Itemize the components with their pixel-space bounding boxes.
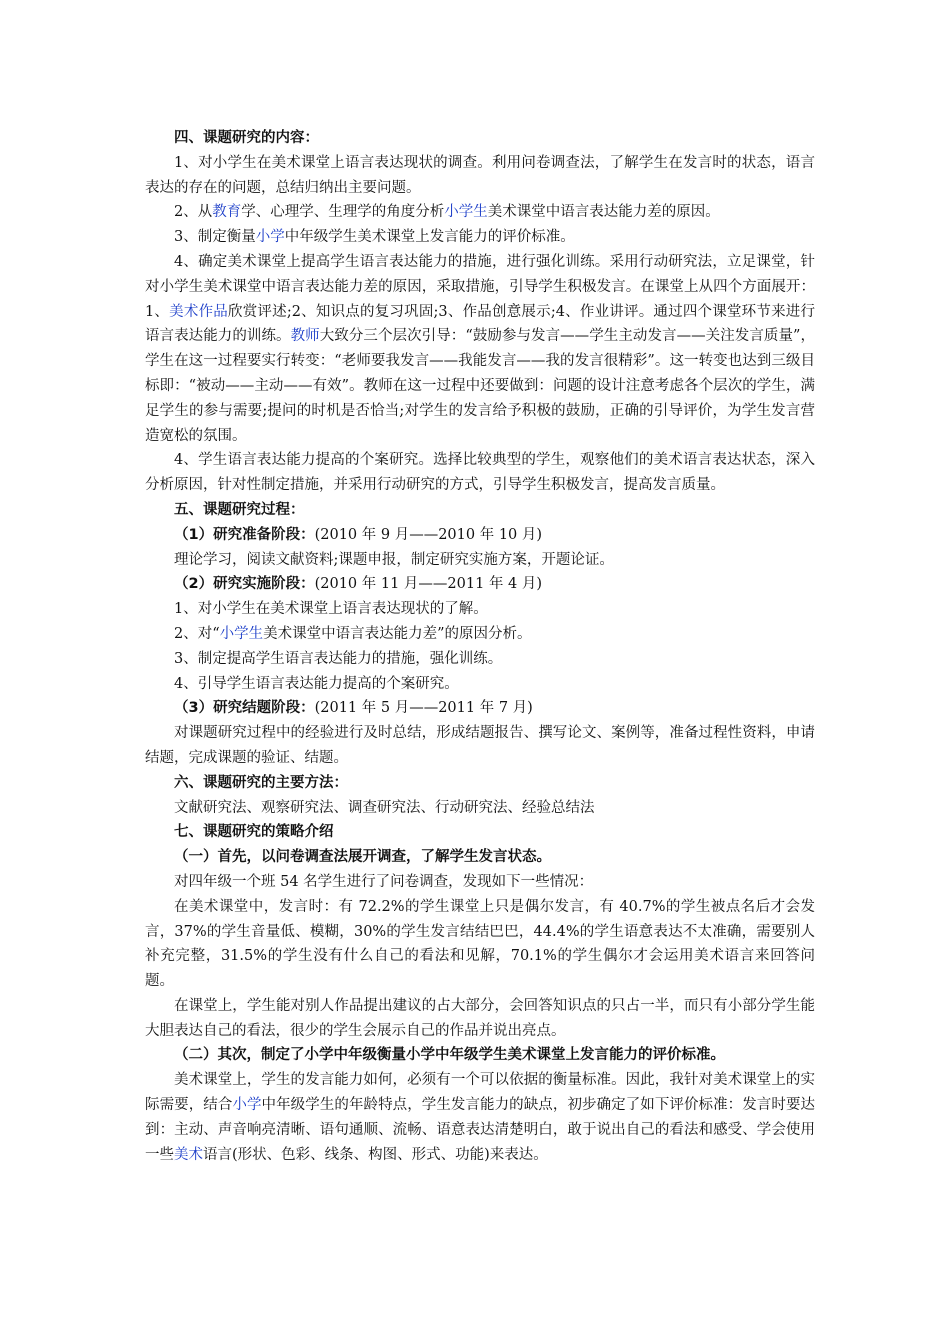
text-run: 欣赏评述;2、知识点的复习巩固;3、作品创意展示;4、作业讲评。通过四个课堂环节来进行语言表达能力的训练。 <box>145 303 815 345</box>
link-primary-school[interactable]: 小学 <box>255 229 285 246</box>
stage-3-heading <box>145 696 815 721</box>
section-5-heading: 五、课题研究过程： <box>174 501 305 518</box>
stage-2-item-1: 1、对小学生在美术课堂上语言表达现状的了解。 <box>174 601 488 618</box>
stage-3-label: （3）研究结题阶段： <box>174 700 315 717</box>
text-run: 美术课堂中语言表达能力差”的原因分析。 <box>263 625 532 642</box>
text-run: 4、确定美术课堂上提高学生语言表达能力的措施，进行强化训练。采用行动研究法，立足课堂，针对小学生美术课堂中语言表达能力差的原因，采取措施，引导学生积极发言。在课堂上从四个方面展开：1、 <box>145 253 815 320</box>
text-run: 中年级学生的年龄特点，学生发言能力的缺点，初步确定了如下评价标准：发言时要达到：主动、声音响亮清晰、语句通顺、流畅、语意表达清楚明白，敢于说出自己的看法和感受、学会使用一些 <box>145 1097 816 1163</box>
text-run: 美术课堂上，学生的发言能力如何，必须有一个可以依据的衡量标准。因此，我针对美术课堂上的实际需要，结合 <box>145 1072 815 1114</box>
stage-1-text: 理论学习，阅读文献资料;课题申报，制定研究实施方案，开题论证。 <box>174 551 614 568</box>
link-education[interactable]: 教育 <box>212 204 242 221</box>
section-7-para-2: 在美术课堂中，发言时：有 72.2%的学生课堂上只是偶尔发言，有 40.7%的学生被点名后才会发言，37%的学生音量低、模糊，30%的学生发言结结巴巴，44.4%的学生语意表达不太准确，需要别人补充完整，31.5%的学生没有什么自己的看法和见解，70.1%的学生偶尔才会运用美术语言来回答问题。 <box>145 898 815 990</box>
text-run: 中年级学生美术课堂上发言能力的评价标准。 <box>284 229 575 246</box>
stage-2-item-4: 4、引导学生语言表达能力提高的个案研究。 <box>174 675 459 692</box>
section-6-text: 文献研究法、观察研究法、调查研究法、行动研究法、经验总结法 <box>174 799 595 816</box>
link-pupil-2[interactable]: 小学生 <box>219 625 264 642</box>
stage-2-heading <box>145 572 815 597</box>
section-4-item-4 <box>145 250 815 448</box>
stage-3-text: 对课题研究过程中的经验进行及时总结，形成结题报告、撰写论文、案例等，准备过程性资料，申请结题，完成课题的验证、结题。 <box>145 725 815 766</box>
section-7-para-4 <box>145 1068 815 1167</box>
text-run: 美术课堂中语言表达能力差的原因。 <box>487 204 720 221</box>
document-page <box>145 126 815 1167</box>
section-7-para-1: 对四年级一个班 54 名学生进行了问卷调查，发现如下一些情况： <box>174 873 594 890</box>
stage-2-date: (2010 年 11 月——2011 年 4 月) <box>314 576 543 593</box>
stage-1-date: (2010 年 9 月——2010 年 10 月) <box>314 526 543 543</box>
section-6-heading: 六、课题研究的主要方法： <box>174 774 348 791</box>
stage-2-label: （2）研究实施阶段： <box>174 576 315 593</box>
section-4-item-5: 4、学生语言表达能力提高的个案研究。选择比较典型的学生，观察他们的美术语言表达状态，深入分析原因，针对性制定措施，并采用行动研究的方式，引导学生积极发言，提高发言质量。 <box>145 452 815 494</box>
section-7-sub-2: （二）其次，制定了小学中年级衡量小学中年级学生美术课堂上发言能力的评价标准。 <box>174 1047 725 1064</box>
stage-3-date: (2011 年 5 月——2011 年 7 月) <box>314 700 533 717</box>
link-pupil[interactable]: 小学生 <box>444 204 488 221</box>
section-4-item-2 <box>145 200 815 225</box>
link-artwork[interactable]: 美术作品 <box>169 303 228 320</box>
link-art[interactable]: 美术 <box>174 1146 203 1163</box>
section-4-item-3 <box>145 225 815 250</box>
stage-2-item-3: 3、制定提高学生语言表达能力的措施，强化训练。 <box>174 650 503 667</box>
text-run: 2、对“ <box>174 625 220 642</box>
link-teacher[interactable]: 教师 <box>290 328 320 345</box>
text-run: 3、制定衡量 <box>174 229 256 246</box>
text-run: 学、心理学、生理学的角度分析 <box>241 204 445 221</box>
text-run: 大致分三个层次引导：“鼓励参与发言——学生主动发言——关注发言质量”，学生在这一过程要实行转变：“老师要我发言——我能发言——我的发言很精彩”。这一转变也达到三级目标即：“被动——主动——有效”。教师在这一过程中还要做到：问题的设计注意考虑各个层次的学生，满足学生的参与需要;提问的时机是否恰当;对学生的发言给予积极的鼓励，正确的引导评价，为学生发言营造宽松的氛围。 <box>145 328 816 444</box>
text-run: 语言(形状、色彩、线条、构图、形式、功能)来表达。 <box>203 1146 548 1163</box>
text-run: 2、从 <box>174 204 213 221</box>
section-7-sub-1: （一）首先，以问卷调查法展开调查，了解学生发言状态。 <box>174 849 551 866</box>
section-7-para-3: 在课堂上，学生能对别人作品提出建议的占大部分，会回答知识点的只占一半，而只有小部分学生能大胆表达自己的看法，很少的学生会展示自己的作品并说出亮点。 <box>145 997 815 1039</box>
section-4-heading: 四、课题研究的内容： <box>174 130 319 146</box>
stage-1-heading <box>145 523 815 548</box>
section-7-heading: 七、课题研究的策略介绍 <box>174 824 334 841</box>
section-4-item-1: 1、对小学生在美术课堂上语言表达现状的调查。利用问卷调查法，了解学生在发言时的状态，语言表达的存在的问题，总结归纳出主要问题。 <box>145 154 815 196</box>
stage-1-label: （1）研究准备阶段： <box>174 526 315 543</box>
stage-2-item-2 <box>145 622 815 647</box>
link-primary-school-2[interactable]: 小学 <box>232 1097 262 1114</box>
